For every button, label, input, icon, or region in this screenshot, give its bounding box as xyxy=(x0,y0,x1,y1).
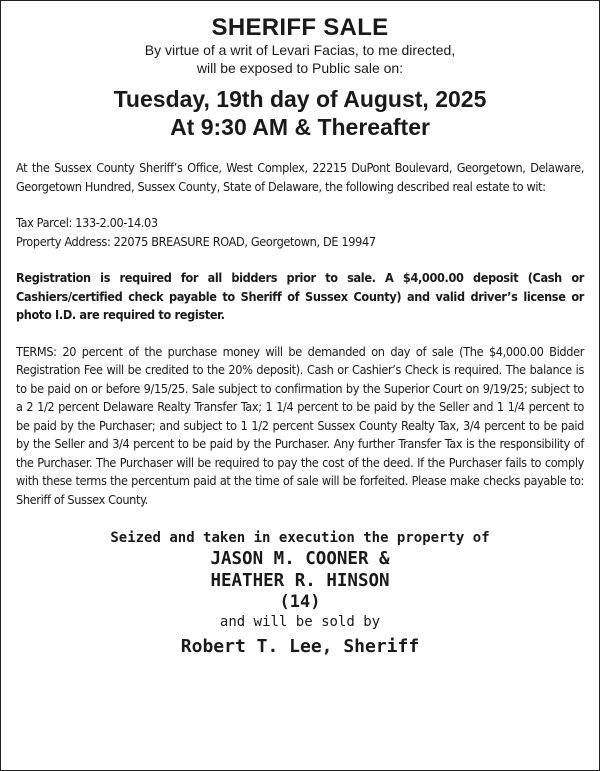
sheriff-name: Robert T. Lee, Sheriff xyxy=(180,636,420,657)
property-info xyxy=(16,214,584,251)
defendant-name-1: JASON M. COONER & xyxy=(210,549,390,569)
intro-line-1: By virtue of a writ of Levari Facias, to me directed, xyxy=(144,42,456,58)
sale-time: At 9:30 AM & Thereafter xyxy=(170,114,430,140)
sale-date: Tuesday, 19th day of August, 2025 xyxy=(113,86,487,112)
tax-parcel: Tax Parcel: 133-2.00-14.03 xyxy=(16,215,158,230)
notice-title: SHERIFF SALE xyxy=(211,14,389,41)
seized-statement: Seized and taken in execution the property of xyxy=(110,530,490,546)
intro-line-2: will be exposed to Public sale on: xyxy=(196,60,404,76)
registration-requirements: Registration is required for all bidders prior to sale. A $4,000.00 deposit (Cash or Cashiers/certified check payable to Sheriff of Sussex County) and valid driver’s license or photo I.D. are required to register. xyxy=(16,270,584,322)
sold-by-text: and will be sold by xyxy=(219,614,381,630)
sale-location: At the Sussex County Sheriff’s Office, West Complex, 22215 DuPont Boulevard, Georgetown, Delaware, Georgetown Hundred, Sussex County, State of Delaware, the following described real estate to wit: xyxy=(16,160,584,194)
property-address: Property Address: 22075 BREASURE ROAD, Georgetown, DE 19947 xyxy=(16,233,376,249)
defendant-name-2: HEATHER R. HINSON xyxy=(210,571,390,591)
sale-terms: TERMS: 20 percent of the purchase money will be demanded on day of sale (The $4,000.00 Bidder Registration Fee will be credited to the 20% deposit). Cash or Cashier’s Check is required. The balance is to be paid on or before 9/15/25. Sale subject to confirmation by the Superior Court on 9/19/25; subject to a 2 1/2 percent Delaware Realty Transfer Tax; 1 1/4 percent to be paid by the Seller and 1 1/4 percent to be paid by the Purchaser; and subject to 1 1/2 percent Sussex County Realty Tax, 3/4 percent to be paid by the Seller and 3/4 percent to be paid by the Purchaser. Any further Transfer Tax is the responsibility of the Purchaser. The Purchaser will be required to pay the cost of the deed. If the Purchaser fails to comply with these terms the percentum paid at the time of sale will be forfeited. Please make checks payable to: Sheriff of Sussex County. xyxy=(16,343,584,507)
case-number: (14) xyxy=(279,592,321,612)
